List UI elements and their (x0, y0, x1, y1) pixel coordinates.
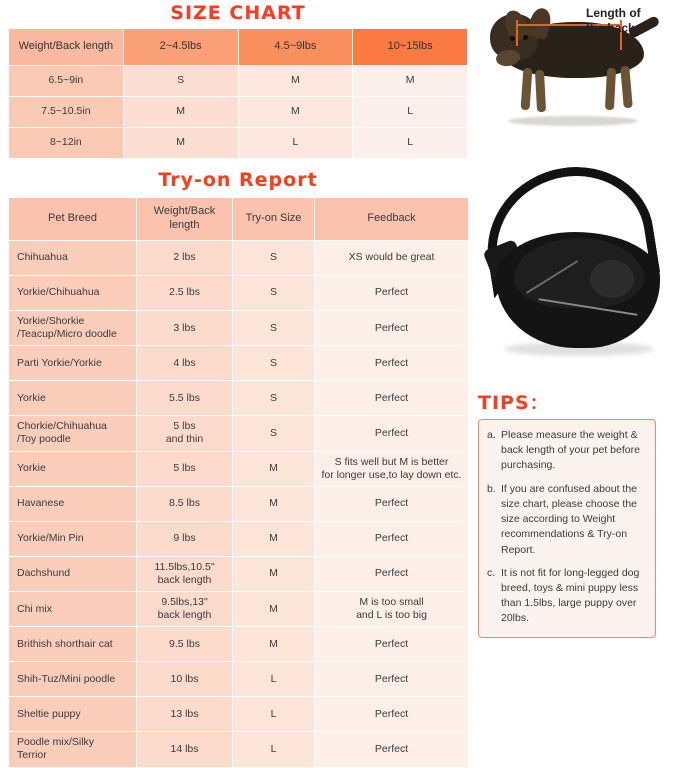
table-row (9, 346, 469, 381)
tryon-cell: Chi mix (9, 592, 137, 627)
tryon-cell: L (233, 662, 315, 697)
table-row (9, 732, 469, 767)
table-row (9, 592, 469, 627)
tryon-cell: Perfect (315, 276, 469, 311)
tryon-header-cell: Try-on Size (233, 198, 315, 241)
tryon-cell: 9.5 lbs (137, 627, 233, 662)
table-row (9, 311, 469, 346)
tip-item (487, 566, 647, 627)
tip-item (487, 482, 647, 558)
table-row (9, 697, 469, 732)
table-row (9, 416, 469, 451)
table-row (9, 451, 469, 486)
tryon-head (9, 198, 469, 241)
tryon-cell: S (233, 241, 315, 276)
tryon-report-title: Try-on Report (158, 169, 318, 191)
size-chart-title: SIZE CHART (170, 2, 306, 24)
tryon-cell: 13 lbs (137, 697, 233, 732)
tip-text: Please measure the weight & back length of your pet before purchasing. (501, 429, 640, 472)
tryon-cell: L (233, 697, 315, 732)
tryon-cell: Brithish shorthair cat (9, 627, 137, 662)
size-chart-head (9, 29, 468, 66)
tryon-cell: Perfect (315, 697, 469, 732)
tryon-cell: M (233, 627, 315, 662)
dog-leg (620, 66, 633, 109)
dog-leg (535, 70, 546, 112)
size-chart-cell: L (353, 97, 468, 128)
tips-title: TIPS： (478, 392, 550, 414)
size-chart-cell: M (123, 128, 238, 159)
tryon-cell: S (233, 381, 315, 416)
table-row (9, 381, 469, 416)
right-column (478, 0, 674, 638)
table-row (9, 627, 469, 662)
tryon-cell: 10 lbs (137, 662, 233, 697)
tryon-cell: Perfect (315, 346, 469, 381)
tryon-cell: M (233, 556, 315, 591)
back-length-label: Length of the back (586, 6, 641, 35)
tip-marker: a. (487, 429, 496, 441)
tryon-cell: L (233, 732, 315, 767)
size-chart-body (9, 66, 468, 159)
size-chart-cell: M (238, 97, 353, 128)
tryon-header-cell: Feedback (315, 198, 469, 241)
tryon-cell: M (233, 451, 315, 486)
table-row (9, 556, 469, 591)
dog-shadow (508, 116, 638, 126)
tryon-cell: Perfect (315, 311, 469, 346)
tryon-cell: Poodle mix/Silky Terrior (9, 732, 137, 767)
tryon-cell: 11.5lbs,10.5" back length (137, 556, 233, 591)
size-chart-cell: 8~12in (9, 128, 124, 159)
tryon-cell: 14 lbs (137, 732, 233, 767)
tips-box (478, 419, 656, 638)
tryon-body (9, 241, 469, 768)
tip-marker: c. (487, 566, 496, 579)
table-row (9, 241, 469, 276)
tryon-cell: S (233, 276, 315, 311)
tryon-cell: 2 lbs (137, 241, 233, 276)
sling-carrier-photo (478, 156, 674, 386)
left-column (8, 0, 468, 768)
dog-photo (478, 0, 674, 150)
tryon-cell: Havanese (9, 486, 137, 521)
tryon-cell: Chihuahua (9, 241, 137, 276)
tryon-cell: M is too small and L is too big (315, 592, 469, 627)
tip-text: If you are confused about the size chart, please choose the size according to Weight recommendations & Try-on Report. (501, 482, 638, 556)
table-row (9, 66, 468, 97)
tryon-cell: Sheltie puppy (9, 697, 137, 732)
table-row (9, 521, 469, 556)
dog-leg (521, 68, 533, 111)
size-chart-cell: L (353, 128, 468, 159)
tryon-cell: M (233, 486, 315, 521)
table-row (9, 128, 468, 159)
tryon-cell: Yorkie/Chihuahua (9, 276, 137, 311)
tryon-cell: 9 lbs (137, 521, 233, 556)
tip-text: It is not fit for long-legged dog breed, toys & mini puppy less than 1.5lbs, large puppy over 20lbs. (501, 566, 640, 625)
tryon-cell: Yorkie/Min Pin (9, 521, 137, 556)
tryon-cell: Perfect (315, 381, 469, 416)
tryon-cell: Parti Yorkie/Yorkie (9, 346, 137, 381)
tip-marker: b. (487, 482, 496, 495)
size-chart-header-cell: 4.5~9lbs (238, 29, 353, 66)
tryon-cell: Perfect (315, 627, 469, 662)
tryon-cell: S (233, 311, 315, 346)
tryon-cell: S (233, 416, 315, 451)
dog-leg (605, 68, 616, 110)
tryon-cell: S fits well but M is better for longer use,to lay down etc. (315, 451, 469, 486)
tryon-cell: Yorkie/Shorkie /Teacup/Micro doodle (9, 311, 137, 346)
carrier-head-opening (590, 260, 634, 298)
size-chart-cell: 7.5~10.5in (9, 97, 124, 128)
table-header-row (9, 198, 469, 241)
tryon-cell: 5 lbs and thin (137, 416, 233, 451)
tryon-cell: Perfect (315, 416, 469, 451)
size-chart-header-cell: Weight/Back length (9, 29, 124, 66)
tryon-cell: Perfect (315, 662, 469, 697)
table-row (9, 97, 468, 128)
tryon-cell: 2.5 lbs (137, 276, 233, 311)
dog-eye (510, 36, 515, 41)
tryon-cell: 5.5 lbs (137, 381, 233, 416)
table-row (9, 486, 469, 521)
tryon-cell: Chorkie/Chihuahua /Toy poodle (9, 416, 137, 451)
tryon-cell: S (233, 346, 315, 381)
tryon-cell: Dachshund (9, 556, 137, 591)
tryon-cell: XS would be great (315, 241, 469, 276)
tryon-report-table (8, 197, 469, 768)
tryon-header-cell: Weight/Back length (137, 198, 233, 241)
table-header-row (9, 29, 468, 66)
tryon-cell: Perfect (315, 521, 469, 556)
table-row (9, 276, 469, 311)
tryon-cell: Yorkie (9, 451, 137, 486)
tryon-cell: 5 lbs (137, 451, 233, 486)
size-chart-header-cell: 10~15lbs (353, 29, 468, 66)
tryon-cell: Shih-Tuz/Mini poodle (9, 662, 137, 697)
tryon-cell: 3 lbs (137, 311, 233, 346)
size-chart-cell: M (238, 66, 353, 97)
tryon-cell: M (233, 521, 315, 556)
tryon-cell: 8.5 lbs (137, 486, 233, 521)
size-chart-cell: L (238, 128, 353, 159)
size-chart-cell: M (123, 97, 238, 128)
size-chart-table (8, 28, 468, 159)
tryon-cell: 4 lbs (137, 346, 233, 381)
tryon-cell: 9.5lbs,13" back length (137, 592, 233, 627)
tryon-cell: M (233, 592, 315, 627)
tryon-cell: Perfect (315, 486, 469, 521)
tryon-cell: Perfect (315, 732, 469, 767)
size-chart-cell: S (123, 66, 238, 97)
measure-guide-line (516, 24, 518, 46)
size-chart-cell: M (353, 66, 468, 97)
tryon-cell: Yorkie (9, 381, 137, 416)
tryon-cell: Perfect (315, 556, 469, 591)
table-row (9, 662, 469, 697)
size-chart-header-cell: 2~4.5lbs (123, 29, 238, 66)
dog-eye (523, 35, 528, 40)
tryon-header-cell: Pet Breed (9, 198, 137, 241)
carrier-shadow (504, 342, 654, 356)
size-chart-cell: 6.5~9in (9, 66, 124, 97)
tip-item (487, 428, 647, 474)
